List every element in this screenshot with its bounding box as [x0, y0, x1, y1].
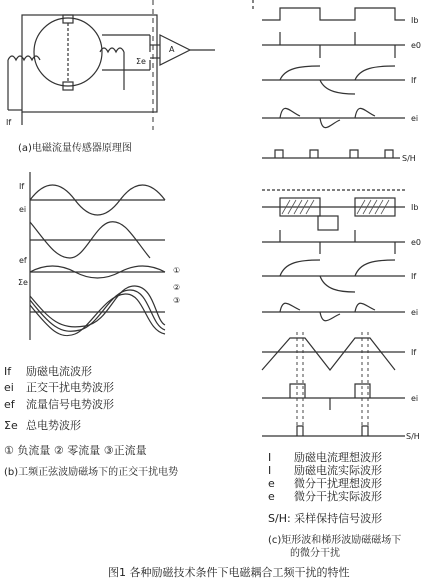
panel-a-caption: (a)电磁流量传感器原理图 [18, 143, 132, 154]
b-legend-sym-3: Σe [4, 419, 18, 432]
b-label-ei: ei [19, 205, 27, 214]
c-label-ib-top: Ib [411, 16, 419, 25]
b-legend-sym-2: ef [4, 398, 15, 411]
c-label-if-mid: If [411, 272, 417, 281]
c-label-e0-top: e0 [411, 41, 422, 50]
b-legend-sym-1: ei [4, 381, 14, 394]
marker-3: ③ [173, 296, 181, 305]
c-legend-sym-0: I [268, 451, 272, 464]
c-legend-sym-1: I [268, 464, 272, 477]
amp-label: A [169, 45, 175, 54]
c-label-if-top: If [411, 76, 417, 85]
b-legend-text-3: 总电势波形 [26, 419, 81, 432]
sh-note: S/H: 采样保持信号波形 [268, 512, 383, 525]
marker-2: ② [173, 283, 181, 292]
marker-1: ① [173, 266, 181, 275]
b-legend-text-1: 正交干扰电势波形 [26, 381, 114, 394]
b-label-ef: ef [19, 256, 27, 265]
c-label-if-bot: If [411, 348, 417, 357]
c-label-ei-mid: ei [411, 308, 419, 317]
c-legend-text-0: 励磁电流理想波形 [294, 451, 382, 464]
c-label-ei-bot: ei [411, 394, 419, 403]
b-label-sigma: Σe [18, 278, 28, 287]
b-legend-text-2: 流量信号电势波形 [26, 398, 114, 411]
figure-caption: 图1 各种励磁技术条件下电磁耦合工频干扰的特性 [108, 566, 350, 579]
c-label-ei-top: ei [411, 114, 419, 123]
c-legend-sym-2: e [268, 477, 275, 490]
sigma-e-label: Σe [136, 57, 146, 66]
c-legend-text-3: 微分干扰实际波形 [294, 490, 382, 503]
panel-b-caption: (b)工频正弦波励磁场下的正交干扰电势 [4, 467, 179, 478]
c-label-e0-mid: e0 [411, 238, 422, 247]
c-legend-text-1: 励磁电流实际波形 [294, 464, 382, 477]
if-label: If [6, 118, 12, 127]
b-legend-sym-0: If [4, 365, 12, 378]
c-legend-sym-3: e [268, 490, 275, 503]
c-legend-text-2: 微分干扰理想波形 [294, 477, 382, 490]
c-label-ib-mid: Ib [411, 203, 419, 212]
flow-line: ① 负流量 ② 零流量 ③正流量 [4, 444, 147, 457]
panel-c-caption-2: 的微分干扰 [290, 548, 340, 559]
panel-c-caption-1: (c)矩形波和梯形波励磁磁场下 [268, 535, 402, 546]
c-label-sh-bot: S/H [406, 432, 420, 441]
b-legend-text-0: 励磁电流波形 [26, 365, 92, 378]
b-label-if: If [19, 182, 25, 191]
c-label-sh: S/H [402, 154, 416, 163]
